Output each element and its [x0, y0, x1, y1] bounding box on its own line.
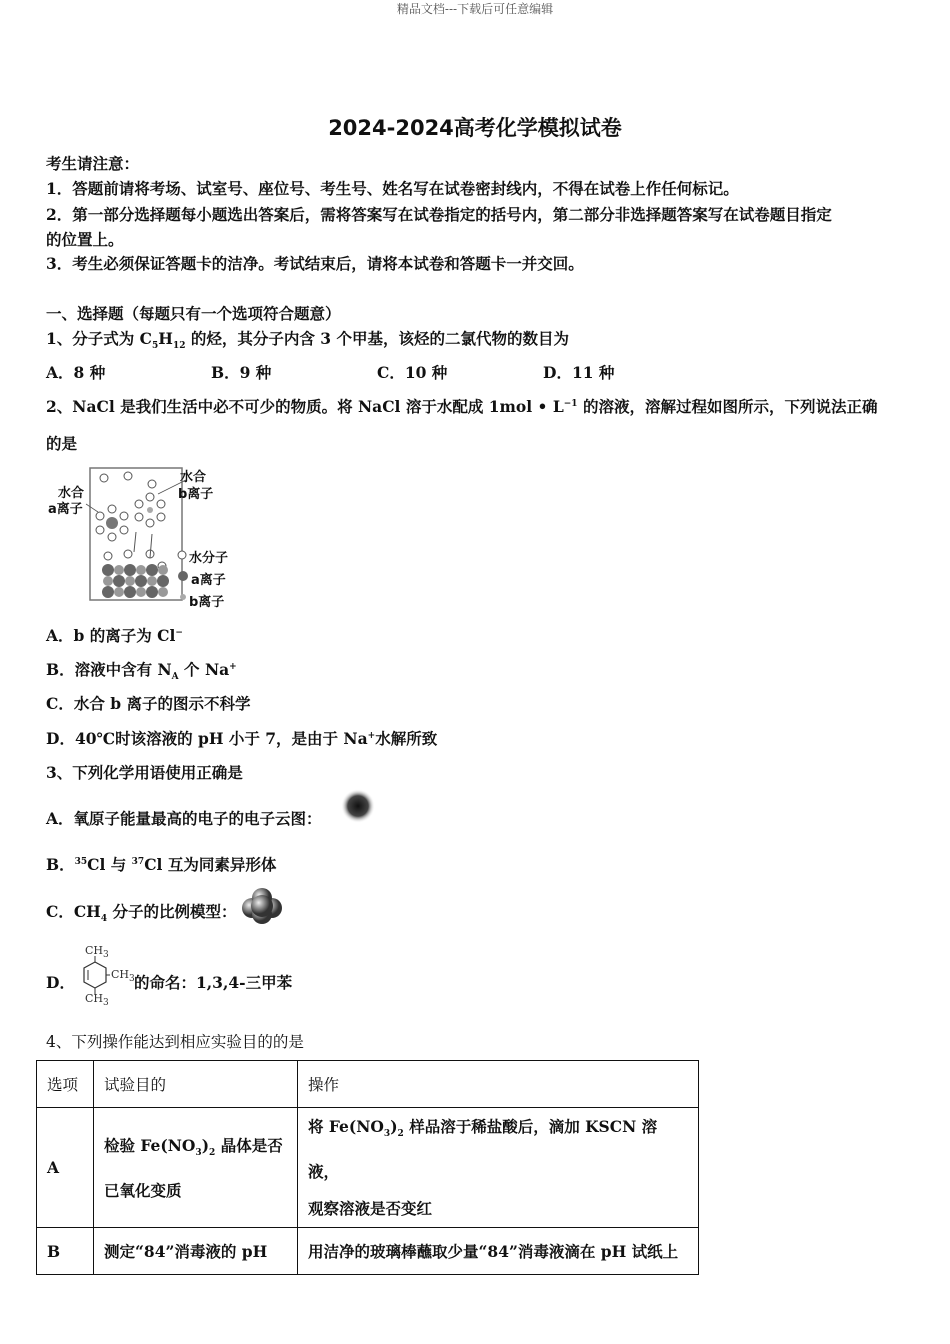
hydrated-b-ion	[135, 493, 165, 527]
label-hydrated-a-1: 水合	[58, 486, 85, 501]
exam-title: 2024-2024高考化学模拟试卷	[328, 116, 622, 140]
row-a-purpose: 检验 $Fe(NO_3)_2$ 晶体是否 已氧化变质	[94, 1108, 298, 1228]
q3-option-d: 的命名：1,3,4-三甲苯	[134, 973, 293, 992]
lattice-a-ion	[113, 575, 125, 587]
methane-space-filling-model	[240, 886, 284, 930]
q2-stem-line1: 2、NaCl 是我们生活中必不可少的物质。将 NaCl 溶于水配成 1mol • $L^{-1}$ 的溶液，溶解过程如图所示，下列说法正确	[46, 397, 878, 416]
header-option: 选项	[37, 1061, 94, 1108]
struct-ch3-right: CH	[111, 968, 130, 981]
lattice-b-ion	[136, 565, 146, 575]
lattice-a-ion	[124, 586, 136, 598]
q2-option-d: D．40℃时该溶液的 pH 小于 7，是由于 Na+水解所致	[46, 729, 438, 748]
header-operation: 操作	[298, 1061, 699, 1108]
lattice-b-ion	[103, 576, 113, 586]
lattice-a-ion	[146, 564, 158, 576]
q1-option-b: B．9 种	[211, 363, 272, 382]
b-ion-legend-icon	[180, 594, 186, 600]
notice-item-3: 3．考生必须保证答题卡的洁净。考试结束后，请将本试卷和答题卡一并交回。	[46, 254, 584, 273]
lattice-b-ion	[114, 565, 124, 575]
q4-stem: 4、下列操作能达到相应实验目的的是	[46, 1033, 304, 1051]
lattice-a-ion	[124, 564, 136, 576]
row-b-purpose: 测定“84”消毒液的 pH	[94, 1228, 298, 1275]
q3-option-a: A．氧原子能量最高的电子的电子云图：	[46, 809, 322, 828]
lattice-a-ion	[157, 575, 169, 587]
row-b-key: B	[37, 1228, 94, 1275]
struct-ch3-top: CH	[85, 944, 104, 957]
q4-table	[36, 1060, 699, 1275]
q3-option-d-prefix: D．	[46, 973, 75, 992]
water-molecule-legend-icon	[178, 551, 186, 559]
electron-cloud-image	[339, 788, 377, 828]
lattice-b-ion	[114, 587, 124, 597]
legend-b-ion: b离子	[189, 595, 225, 610]
legend-water: 水分子	[189, 551, 229, 566]
struct-ch3-bottom: CH	[85, 992, 104, 1005]
lattice-b-ion	[136, 587, 146, 597]
table-row	[37, 1108, 699, 1228]
lattice-a-ion	[102, 586, 114, 598]
notice-item-2a: 2．第一部分选择题每小题选出答案后，需将答案写在试卷指定的括号内，第二部分非选择题答案写在试卷题目指定	[46, 205, 832, 224]
notice-item-2b: 的位置上。	[46, 230, 124, 249]
q3-stem: 3、下列化学用语使用正确是	[46, 763, 243, 782]
hydrated-a-ion	[96, 505, 128, 541]
q1-option-d: D．11 种	[543, 363, 615, 382]
notice-item-1: 1．答题前请将考场、试室号、座位号、考生号、姓名写在试卷密封线内，不得在试卷上作任何标记。	[46, 179, 739, 198]
page-header: 精品文档---下载后可任意编辑	[396, 2, 554, 16]
lattice-b-ion	[147, 576, 157, 586]
q2-option-c: C．水合 b 离子的图示不科学	[46, 694, 251, 713]
row-b-operation: 用洁净的玻璃棒蘸取少量“84”消毒液滴在 pH 试纸上	[298, 1228, 699, 1275]
section-heading: 一、选择题（每题只有一个选项符合题意）	[46, 304, 341, 323]
q1-option-a: A．8 种	[46, 363, 106, 382]
trimethylbenzene-structure: $CH_3$ $CH_3$ $CH_3$	[85, 944, 135, 1009]
q1-stem: 1、分子式为 $C_5H_{12}$ 的烃，其分子内含 3 个甲基，该烃的二氯代物的数目为	[46, 329, 569, 352]
notice-heading: 考生请注意：	[46, 154, 140, 173]
q3-option-b: B．$^{35}$Cl 与 $^{37}$Cl 互为同素异形体	[46, 855, 277, 874]
lattice-b-ion	[125, 576, 135, 586]
label-hydrated-b-2: b离子	[178, 487, 214, 502]
label-hydrated-b-1: 水合	[180, 470, 207, 485]
q3-option-c: C．$CH_4$ 分子的比例模型：	[46, 902, 237, 925]
a-ion-legend-icon	[178, 571, 188, 581]
lattice-a-ion	[102, 564, 114, 576]
row-a-key: A	[37, 1108, 94, 1228]
q2-option-a: A．b 的离子为 Cl−	[46, 626, 183, 645]
nacl-crystal	[102, 564, 169, 598]
table-header-row	[37, 1061, 699, 1108]
q2-option-b: B．溶液中含有 $N_A$ 个 Na+	[46, 660, 237, 683]
row-a-operation: 将 $Fe(NO_3)_2$ 样品溶于稀盐酸后，滴加 KSCN 溶液， 观察溶液是否变红	[298, 1108, 699, 1228]
q2-stem-line2: 的是	[46, 434, 78, 453]
legend-a-ion: a离子	[191, 573, 226, 588]
table-row	[37, 1228, 699, 1275]
lattice-b-ion	[158, 565, 168, 575]
lattice-a-ion	[146, 586, 158, 598]
lattice-a-ion	[135, 575, 147, 587]
lattice-b-ion	[158, 587, 168, 597]
label-hydrated-a-2: a离子	[48, 502, 83, 517]
q1-option-c: C．10 种	[377, 363, 448, 382]
header-purpose: 试验目的	[94, 1061, 298, 1108]
